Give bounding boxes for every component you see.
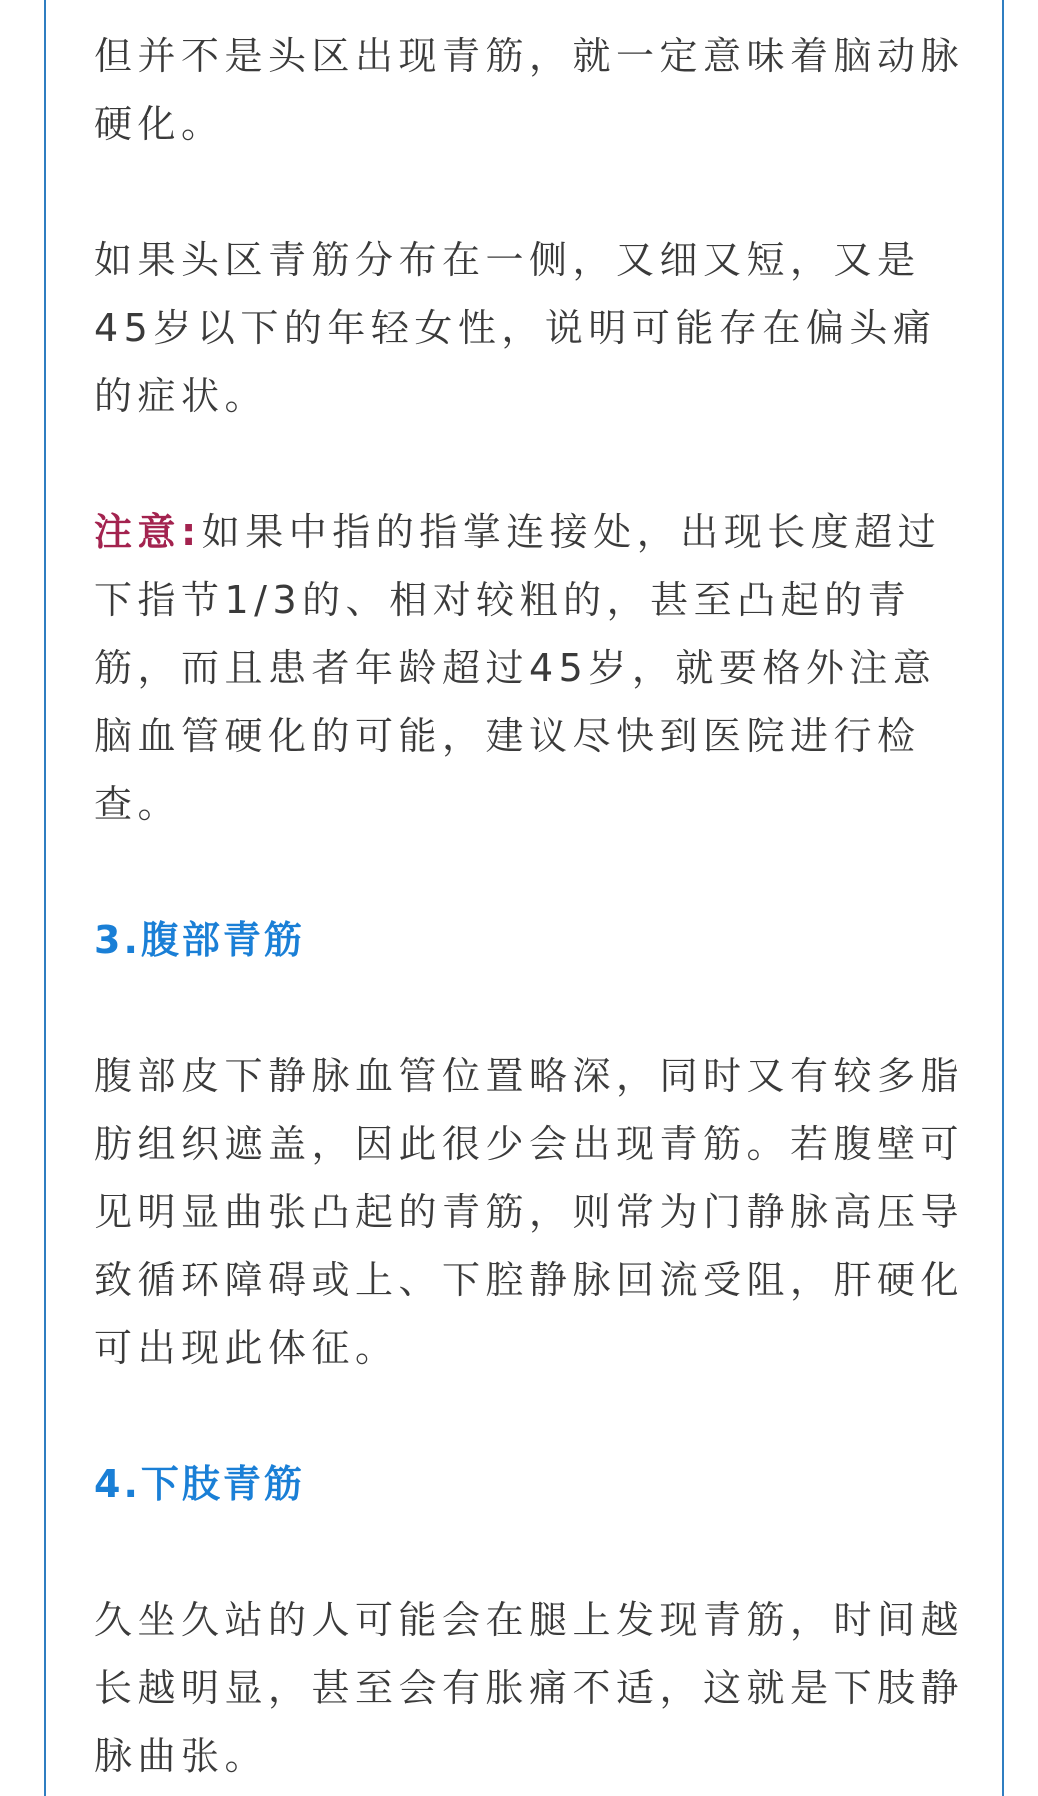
paragraph-migraine: 如果头区青筋分布在一侧，又细又短，又是45岁以下的年轻女性，说明可能存在偏头痛的症状。	[94, 238, 937, 418]
paragraph-note	[94, 498, 964, 838]
paragraph-spacer	[94, 974, 964, 1042]
paragraph-abdomen: 腹部皮下静脉血管位置略深，同时又有较多脂肪组织遮盖，因此很少会出现青筋。若腹壁可见明显曲张凸起的青筋，则常为门静脉高压导致循环障碍或上、下腔静脉回流受阻，肝硬化可出现此体征。	[94, 1054, 965, 1370]
paragraph-lower-limb: 久坐久站的人可能会在腿上发现青筋，时间越长越明显，甚至会有胀痛不适，这就是下肢静脉曲张。	[94, 1598, 965, 1778]
section-heading-abdomen: 3.腹部青筋	[94, 918, 305, 962]
paragraph-spacer	[94, 158, 964, 226]
note-label: 注意:	[94, 510, 202, 554]
paragraph-head-veins-conclusion: 但并不是头区出现青筋，就一定意味着脑动脉硬化。	[94, 34, 965, 146]
article-body	[94, 22, 964, 1790]
paragraph-spacer	[94, 1518, 964, 1586]
section-heading-lower-limb: 4.下肢青筋	[94, 1462, 305, 1506]
paragraph-spacer	[94, 430, 964, 498]
paragraph-spacer	[94, 1382, 964, 1450]
paragraph-spacer	[94, 838, 964, 906]
note-text: 如果中指的指掌连接处，出现长度超过下指节1/3的、相对较粗的，甚至凸起的青筋，而且患者年龄超过45岁，就要格外注意脑血管硬化的可能，建议尽快到医院进行检查。	[94, 510, 942, 826]
